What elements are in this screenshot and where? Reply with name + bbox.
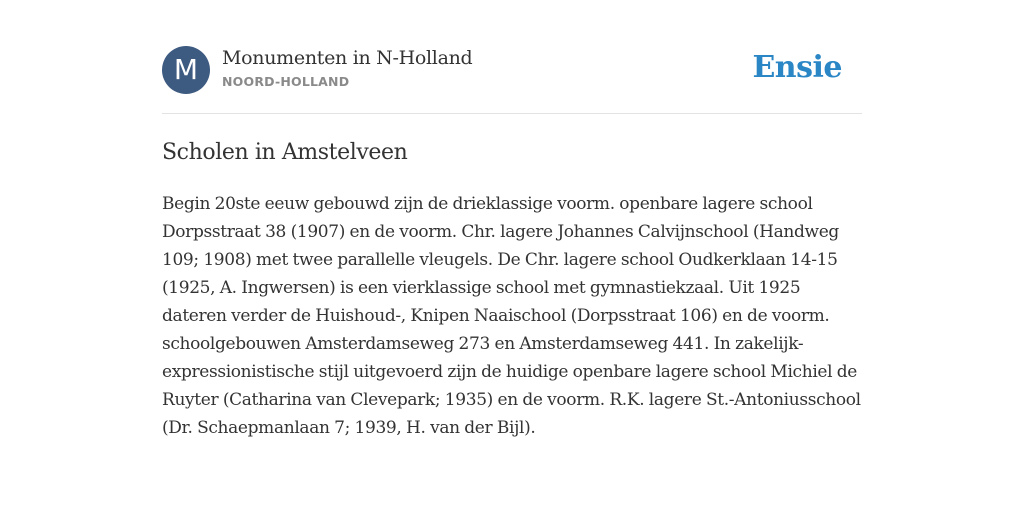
source-subtitle: NOORD-HOLLAND xyxy=(222,74,350,89)
source-header xyxy=(162,46,862,96)
avatar[interactable]: M xyxy=(162,46,210,94)
brand-logo[interactable]: Ensie xyxy=(752,50,842,85)
header-divider xyxy=(162,113,862,114)
source-title[interactable]: Monumenten in N-Holland xyxy=(222,47,473,69)
entry-card xyxy=(162,0,862,512)
article-body: Begin 20ste eeuw gebouwd zijn de drieklassige voorm. openbare lagere school Dorpsstraat 38 (1907) en de voorm. Chr. lagere Johannes Calvijnschool (Handweg 109; 1908) met twee parallelle vleugels. De Chr. lagere school Oudkerklaan 14-15 (1925, A. Ingwersen) is een vierklassige school met gymnastiekzaal. Uit 1925 dateren verder de Huishoud-, Knipen Naaischool (Dorpsstraat 106) en de voorm. schoolgebouwen Amsterdamseweg 273 en Amsterdamseweg 441. In zakelijk-expressionistische stijl uitgevoerd zijn de huidige openbare lagere school Michiel de Ruyter (Catharina van Clevepark; 1935) en de voorm. R.K. lagere St.-Antoniusschool (Dr. Schaepmanlaan 7; 1939, H. van der Bijl). xyxy=(162,194,861,438)
page-title: Scholen in Amstelveen xyxy=(162,140,408,165)
